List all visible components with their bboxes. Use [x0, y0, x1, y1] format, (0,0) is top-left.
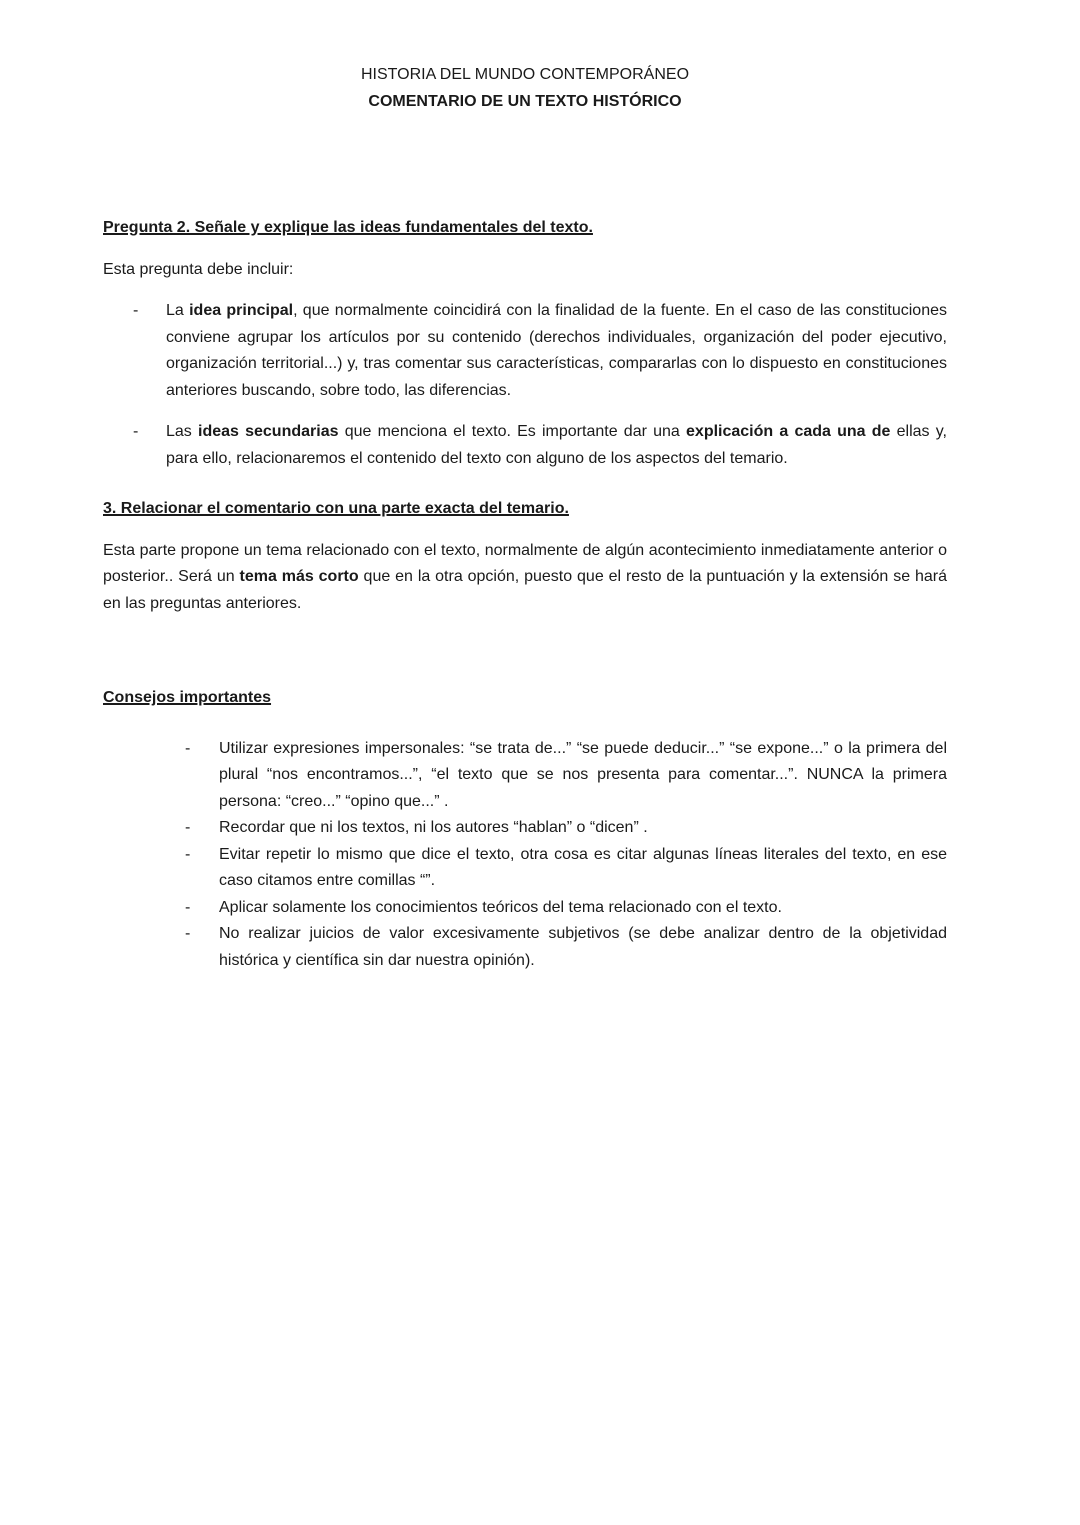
list-item — [103, 895, 947, 922]
seccion3-paragraph: Esta parte propone un tema relacionado con el texto, normalmente de algún acontecimiento inmediatamente anterior o posterior.. Será un tema más corto que en la otra opción, puesto que el resto de la puntuación y la extensión se hará en las preguntas anteriores. — [103, 541, 948, 612]
list-item-text: Evitar repetir lo mismo que dice el texto, otra cosa es citar algunas líneas literales del texto, en ese caso citamos entre comillas “”. — [219, 845, 947, 889]
list-item-text: Las ideas secundarias que menciona el texto. Es importante dar una explicación a cada una de ellas y, para ello, relacionaremos el contenido del texto con alguno de los aspectos del temario. — [166, 423, 947, 467]
dash-marker: - — [185, 925, 191, 942]
dash-marker: - — [133, 423, 139, 440]
heading-consejos: Consejos importantes — [103, 689, 272, 706]
pregunta2-intro: Esta pregunta debe incluir: — [103, 260, 294, 278]
document-subtitle: COMENTARIO DE UN TEXTO HISTÓRICO — [368, 92, 682, 110]
list-item-text: Utilizar expresiones impersonales: “se trata de...” “se puede deducir...” “se expone...” o la primera del plural “nos encontramos...”, “el texto que se nos presenta para comentar...”. NUNCA la primera persona: “creo...” “opino que...” . — [219, 739, 947, 810]
heading-seccion-3: 3. Relacionar el comentario con una parte exacta del temario. — [103, 500, 569, 517]
list-item-text: No realizar juicios de valor excesivamente subjetivos (se debe analizar dentro de la objetividad histórica y científica sin dar nuestra opinión). — [219, 925, 947, 969]
list-item — [103, 842, 947, 895]
list-item — [103, 921, 947, 974]
dash-marker: - — [185, 819, 191, 836]
consejos-tip-list — [103, 736, 947, 975]
document-title: HISTORIA DEL MUNDO CONTEMPORÁNEO — [360, 66, 690, 83]
dash-marker: - — [185, 898, 191, 916]
list-item-text: La idea principal, que normalmente coincidirá con la finalidad de la fuente. En el caso de las constituciones conviene agrupar los artículos por su contenido (derechos individuales, organización del poder ejecutivo, organización territorial...) y, tras comentar sus características, compararlas con lo dispuesto en constituciones anteriores buscando, sobre todo, las diferencias. — [166, 302, 947, 399]
dash-marker: - — [133, 302, 139, 319]
dash-marker: - — [185, 845, 191, 863]
document-header — [103, 62, 947, 115]
list-item — [103, 736, 947, 816]
list-item — [103, 298, 947, 404]
list-item — [103, 419, 947, 472]
heading-pregunta-2: Pregunta 2. Señale y explique las ideas fundamentales del texto. — [103, 219, 593, 236]
list-item — [103, 815, 947, 842]
list-item-text: Recordar que ni los textos, ni los autores “hablan” o “dicen” . — [219, 819, 648, 836]
pregunta2-bullet-list — [103, 298, 947, 472]
list-item-text: Aplicar solamente los conocimientos teóricos del tema relacionado con el texto. — [219, 898, 782, 916]
dash-marker: - — [185, 739, 191, 757]
